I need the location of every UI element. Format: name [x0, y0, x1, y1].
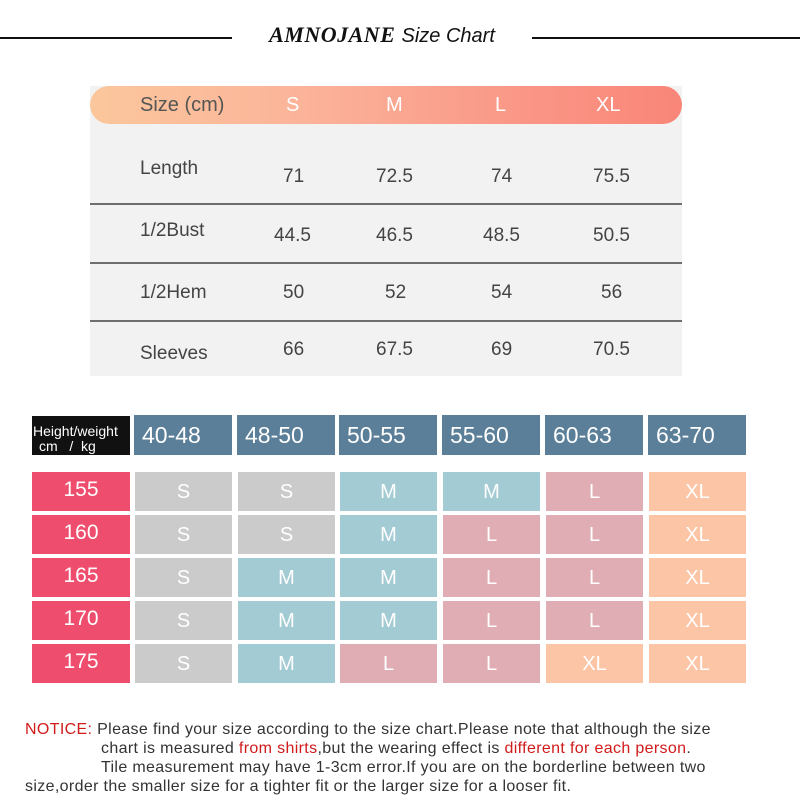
table-cell: 69 [491, 339, 513, 360]
notice-line-2e: . [686, 740, 692, 757]
size-cell: S [135, 515, 232, 554]
header-size-l: L [495, 94, 507, 116]
row-label-sleeves: Sleeves [140, 343, 208, 364]
size-cell: S [135, 558, 232, 597]
table-cell: 50 [283, 282, 305, 303]
table-cell: 48.5 [483, 225, 520, 246]
notice-text [25, 720, 775, 796]
table-cell: 67.5 [376, 339, 413, 360]
header-size-cm: Size (cm) [140, 94, 225, 116]
title-subtitle: Size Chart [401, 25, 495, 47]
size-cell: XL [546, 644, 643, 683]
size-cell: XL [649, 472, 746, 511]
size-cell: L [443, 644, 540, 683]
size-cell: M [340, 472, 437, 511]
table-cell: 44.5 [274, 225, 311, 246]
table-cell: 71 [283, 166, 305, 187]
size-cell: M [340, 558, 437, 597]
size-cell: M [340, 601, 437, 640]
title-rule-left [0, 37, 232, 39]
weight-header: 50-55 [339, 415, 437, 455]
row-divider [90, 320, 682, 322]
size-cell: M [238, 601, 335, 640]
height-cell: 165 [32, 558, 130, 597]
weight-header: 55-60 [442, 415, 540, 455]
size-cell: L [546, 515, 643, 554]
row-divider [90, 203, 682, 205]
table-cell: 50.5 [593, 225, 630, 246]
table-cell: 74 [491, 166, 513, 187]
table-cell: 52 [385, 282, 407, 303]
table-cell: 56 [601, 282, 623, 303]
size-cell: M [443, 472, 540, 511]
size-cell: XL [649, 558, 746, 597]
notice-line-2c: ,but the wearing effect is [317, 740, 505, 757]
brand-name: AMNOJANE [269, 22, 396, 47]
size-cell: M [238, 644, 335, 683]
size-cell: M [340, 515, 437, 554]
height-cell: 175 [32, 644, 130, 683]
size-cell: XL [649, 515, 746, 554]
height-cell: 155 [32, 472, 130, 511]
header-size-s: S [286, 94, 300, 116]
size-cell: L [546, 601, 643, 640]
notice-line-3: Tile measurement may have 1-3cm error.If you are on the borderline between two [101, 759, 706, 776]
row-label-length: Length [140, 158, 199, 179]
notice-line-4: size,order the smaller size for a tighter fit or the larger size for a looser fit. [25, 778, 572, 795]
height-weight-corner [32, 416, 130, 455]
weight-header: 48-50 [237, 415, 335, 455]
table-cell: 46.5 [376, 225, 413, 246]
row-label-bust: 1/2Bust [140, 220, 205, 241]
size-cell: L [443, 558, 540, 597]
corner-line-1: Height/weight [33, 423, 118, 439]
measurement-table [90, 86, 682, 376]
row-label-hem: 1/2Hem [140, 282, 207, 303]
notice-label: NOTICE: [25, 721, 93, 738]
table-cell: 54 [491, 282, 513, 303]
size-cell: XL [649, 601, 746, 640]
notice-highlight-person: different for each person [504, 740, 687, 757]
table-cell: 72.5 [376, 166, 413, 187]
size-cell: L [443, 601, 540, 640]
height-cell: 160 [32, 515, 130, 554]
height-cell: 170 [32, 601, 130, 640]
notice-highlight-shirts: from shirts [238, 740, 318, 757]
table-cell: 75.5 [593, 166, 630, 187]
size-cell: S [135, 644, 232, 683]
size-cell: S [135, 472, 232, 511]
page-title [236, 22, 528, 48]
weight-header: 40-48 [134, 415, 232, 455]
weight-header: 60-63 [545, 415, 643, 455]
measurement-header-bar [90, 86, 682, 124]
weight-header: 63-70 [648, 415, 746, 455]
size-cell: L [546, 472, 643, 511]
table-cell: 70.5 [593, 339, 630, 360]
size-cell: S [238, 472, 335, 511]
size-cell: L [340, 644, 437, 683]
size-cell: S [135, 601, 232, 640]
title-rule-right [532, 37, 800, 39]
header-size-m: M [386, 94, 403, 116]
size-cell: M [238, 558, 335, 597]
row-divider [90, 262, 682, 264]
size-cell: S [238, 515, 335, 554]
notice-line-1: Please find your size according to the size chart.Please note that although the size [92, 721, 711, 738]
header-size-xl: XL [596, 94, 621, 116]
size-cell: L [443, 515, 540, 554]
table-cell: 66 [283, 339, 305, 360]
notice-line-2a: chart is measured [101, 740, 239, 757]
size-cell: XL [649, 644, 746, 683]
corner-line-2: cm / kg [39, 438, 96, 454]
size-cell: L [546, 558, 643, 597]
